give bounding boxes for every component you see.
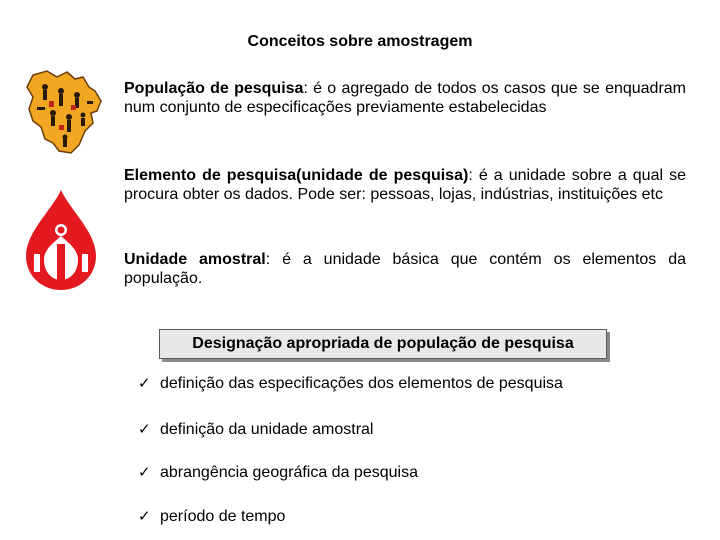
check-icon: ✓ [138,374,151,392]
red-drop-logo-icon [22,188,100,292]
list-item-text: definição das especificações dos elementos de pesquisa [160,375,563,392]
definition-term: Elemento de pesquisa(unidade de pesquisa) [124,167,469,184]
list-item [138,419,373,440]
definition-term: População de pesquisa [124,80,304,97]
definition-text: : é o agregado de todos os casos que se enquadram num conjunto de especificações previamente estabelecidas [124,80,687,116]
check-icon: ✓ [138,463,151,481]
check-icon: ✓ [138,507,151,525]
list-item-text: definição da unidade amostral [160,421,374,438]
check-icon: ✓ [138,420,151,438]
list-item-text: período de tempo [160,508,286,525]
list-item [138,506,285,527]
definition-text: : é a unidade básica que contém os elementos da população. [124,251,686,287]
list-item [138,462,418,483]
list-item-text: abrangência geográfica da pesquisa [160,464,418,481]
page-title: Conceitos sobre amostragem [247,33,473,50]
definition-term: Unidade amostral [124,251,266,268]
list-item [138,373,563,394]
definition-text: : é a unidade sobre a qual se procura obter os dados. Pode ser: pessoas, lojas, indústrias, instituições etc [124,167,686,203]
definition-unidade-amostral [124,250,686,288]
definition-populacao [124,79,686,117]
definition-elemento [124,166,686,204]
map-population-icon [23,67,105,157]
highlight-box: Designação apropriada de população de pesquisa [159,329,607,359]
